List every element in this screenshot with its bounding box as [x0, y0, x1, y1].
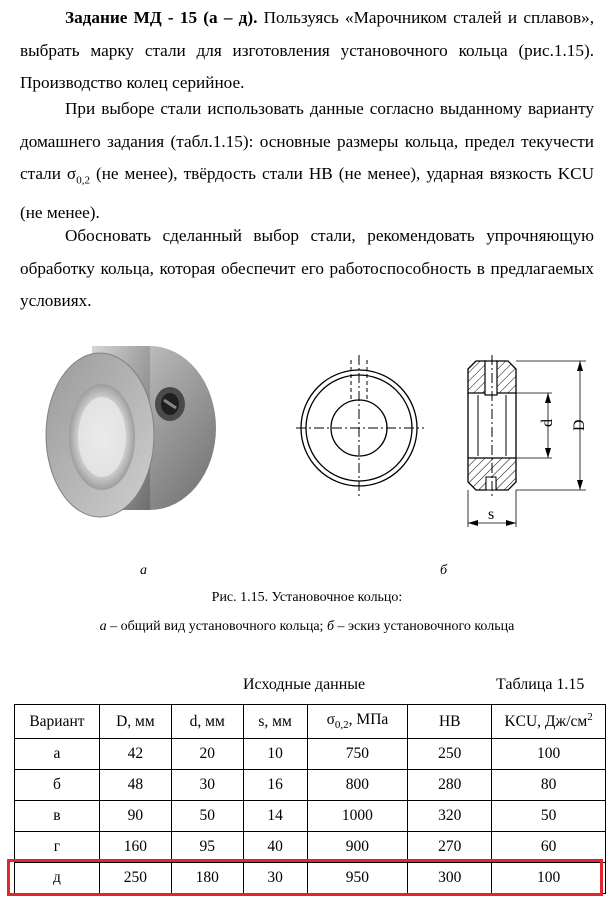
cell-hb: 320 — [408, 801, 492, 832]
cell-kcu: 100 — [492, 739, 606, 770]
cell-D: 250 — [99, 863, 171, 894]
cell-kcu: 80 — [492, 770, 606, 801]
table-header-row — [15, 705, 606, 739]
subcaption-b-letter: б — [326, 619, 334, 634]
task-text-2-sub: 0,2 — [76, 174, 90, 187]
header-s: s, мм — [243, 705, 307, 739]
cell-d: 20 — [171, 739, 243, 770]
ring-front-view — [296, 350, 432, 500]
task-paragraph-1 — [20, 2, 594, 100]
figure-subcaption — [0, 619, 614, 635]
table-row — [15, 832, 606, 863]
header-kcu — [492, 705, 606, 739]
cell-d: 180 — [171, 863, 243, 894]
ring-photo — [42, 332, 220, 528]
sigma-unit: , МПа — [348, 711, 389, 729]
cell-variant: б — [15, 770, 100, 801]
task-title: Задание МД - 15 (а – д). — [65, 8, 258, 27]
cell-kcu: 50 — [492, 801, 606, 832]
cell-D: 42 — [99, 739, 171, 770]
kcu-label: KCU, Дж/см — [504, 713, 588, 731]
cell-sigma: 950 — [307, 863, 408, 894]
cell-hb: 250 — [408, 739, 492, 770]
header-hb: НВ — [408, 705, 492, 739]
table-row — [15, 770, 606, 801]
cell-s: 30 — [243, 863, 307, 894]
cell-D: 48 — [99, 770, 171, 801]
table-title: Исходные данные — [243, 676, 366, 693]
cell-hb: 280 — [408, 770, 492, 801]
cell-s: 10 — [243, 739, 307, 770]
table-number: Таблица 1.15 — [496, 676, 585, 693]
ring-section-view — [452, 355, 600, 535]
table-row — [15, 801, 606, 832]
dimension-D-label: D — [571, 419, 588, 431]
cell-variant: в — [15, 801, 100, 832]
task-paragraph-2 — [20, 93, 594, 229]
figure-label-b: б — [440, 563, 448, 578]
task-text-1: Пользуясь «Марочником сталей и сплавов», выбрать марку стали для изготовления установочного кольца (рис.1.15). Производство колец серийное. — [20, 8, 594, 92]
cell-sigma: 1000 — [307, 801, 408, 832]
cell-D: 160 — [99, 832, 171, 863]
cell-D: 90 — [99, 801, 171, 832]
header-yield-strength — [307, 705, 408, 739]
header-D: D, мм — [99, 705, 171, 739]
cell-kcu: 100 — [492, 863, 606, 894]
cell-s: 40 — [243, 832, 307, 863]
cell-sigma: 800 — [307, 770, 408, 801]
figure-label-a: а — [140, 563, 147, 578]
header-d: d, мм — [171, 705, 243, 739]
task-paragraph-3 — [20, 220, 594, 318]
header-variant: Вариант — [15, 705, 100, 739]
sigma-subscript: 0,2 — [334, 719, 349, 732]
cell-hb: 300 — [408, 863, 492, 894]
subcaption-a-text: – общий вид установочного кольца; — [106, 619, 327, 634]
cell-s: 16 — [243, 770, 307, 801]
task-text-2a: При выборе стали использовать данные согласно выданному варианту домашнего задания (табл.1.15): основные размеры кольца, предел текучести стали σ — [20, 99, 594, 183]
sigma-symbol: σ — [326, 711, 335, 729]
task-text-2b: (не менее), твёрдость стали НВ (не менее), ударная вязкость KCU (не менее). — [20, 164, 594, 222]
cell-kcu: 60 — [492, 832, 606, 863]
cell-d: 30 — [171, 770, 243, 801]
dimension-d-label: d — [539, 419, 556, 427]
cell-sigma: 750 — [307, 739, 408, 770]
subcaption-b-text: – эскиз установочного кольца — [334, 619, 515, 634]
cell-d: 50 — [171, 801, 243, 832]
table-row — [15, 739, 606, 770]
row-highlight-box — [7, 859, 603, 896]
task-text-3: Обосновать сделанный выбор стали, рекомендовать упрочняющую обработку кольца, которая обеспечит его работоспособность в предлагаемых условиях. — [20, 226, 594, 310]
cell-variant: а — [15, 739, 100, 770]
cell-variant: г — [15, 832, 100, 863]
cell-hb: 270 — [408, 832, 492, 863]
cell-d: 95 — [171, 832, 243, 863]
cell-sigma: 900 — [307, 832, 408, 863]
cell-variant: д — [15, 863, 100, 894]
dimension-s-label: s — [488, 506, 495, 523]
subcaption-a-letter: а — [99, 619, 107, 634]
figure-caption: Рис. 1.15. Установочное кольцо: — [211, 590, 403, 605]
kcu-superscript: 2 — [587, 711, 593, 724]
cell-s: 14 — [243, 801, 307, 832]
